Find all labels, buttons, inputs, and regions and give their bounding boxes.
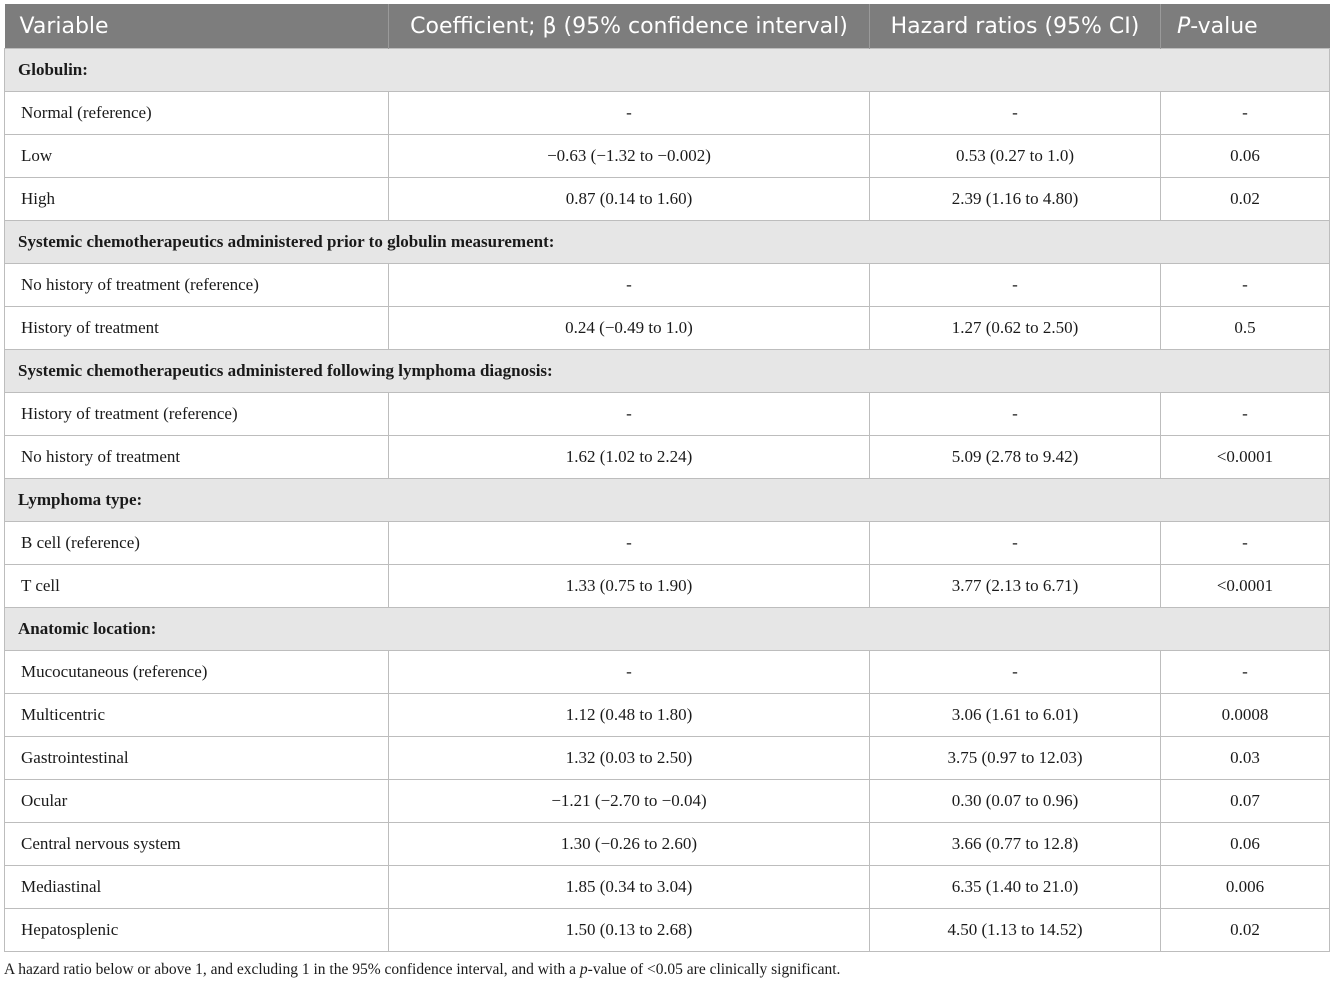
cell-variable: Mucocutaneous (reference) bbox=[5, 651, 389, 694]
cell-p-value: - bbox=[1161, 651, 1330, 694]
cell-hazard-ratio: 5.09 (2.78 to 9.42) bbox=[870, 436, 1161, 479]
cell-hazard-ratio: 1.27 (0.62 to 2.50) bbox=[870, 307, 1161, 350]
cell-hazard-ratio: 3.77 (2.13 to 6.71) bbox=[870, 565, 1161, 608]
section-title: Anatomic location: bbox=[5, 608, 1330, 651]
cell-coefficient: - bbox=[389, 92, 870, 135]
section-row bbox=[5, 350, 1330, 393]
cell-hazard-ratio: - bbox=[870, 92, 1161, 135]
cell-hazard-ratio: - bbox=[870, 651, 1161, 694]
cell-p-value: - bbox=[1161, 264, 1330, 307]
cell-variable: History of treatment bbox=[5, 307, 389, 350]
cell-p-value: 0.006 bbox=[1161, 866, 1330, 909]
table-row bbox=[5, 92, 1330, 135]
cell-coefficient: 1.33 (0.75 to 1.90) bbox=[389, 565, 870, 608]
table-row bbox=[5, 307, 1330, 350]
cell-coefficient: 1.30 (−0.26 to 2.60) bbox=[389, 823, 870, 866]
cell-hazard-ratio: 0.30 (0.07 to 0.96) bbox=[870, 780, 1161, 823]
table-row bbox=[5, 264, 1330, 307]
cell-p-value: - bbox=[1161, 522, 1330, 565]
header-variable: Variable bbox=[5, 4, 389, 49]
cell-hazard-ratio: 3.75 (0.97 to 12.03) bbox=[870, 737, 1161, 780]
cell-coefficient: - bbox=[389, 651, 870, 694]
cell-p-value: - bbox=[1161, 92, 1330, 135]
cell-hazard-ratio: 6.35 (1.40 to 21.0) bbox=[870, 866, 1161, 909]
cell-p-value: 0.03 bbox=[1161, 737, 1330, 780]
footnote-text-italic: p bbox=[579, 961, 588, 978]
cell-coefficient: −0.63 (−1.32 to −0.002) bbox=[389, 135, 870, 178]
table-row bbox=[5, 522, 1330, 565]
footnote-text-before: A hazard ratio below or above 1, and excluding 1 in the 95% confidence interval, and with a bbox=[4, 961, 580, 978]
cell-variable: Hepatosplenic bbox=[5, 909, 389, 952]
cell-coefficient: 1.32 (0.03 to 2.50) bbox=[389, 737, 870, 780]
cell-coefficient: - bbox=[389, 393, 870, 436]
cell-hazard-ratio: - bbox=[870, 522, 1161, 565]
table-row bbox=[5, 436, 1330, 479]
cell-hazard-ratio: - bbox=[870, 264, 1161, 307]
cell-p-value: 0.02 bbox=[1161, 178, 1330, 221]
cell-p-value: 0.02 bbox=[1161, 909, 1330, 952]
cell-coefficient: - bbox=[389, 264, 870, 307]
header-row bbox=[5, 4, 1330, 49]
cell-variable: T cell bbox=[5, 565, 389, 608]
header-coefficient: Coefficient; β (95% confidence interval) bbox=[389, 4, 870, 49]
table-row bbox=[5, 866, 1330, 909]
table-row bbox=[5, 823, 1330, 866]
cell-coefficient: 1.50 (0.13 to 2.68) bbox=[389, 909, 870, 952]
cell-variable: Gastrointestinal bbox=[5, 737, 389, 780]
cell-hazard-ratio: 3.06 (1.61 to 6.01) bbox=[870, 694, 1161, 737]
cell-p-value: 0.06 bbox=[1161, 823, 1330, 866]
section-row bbox=[5, 608, 1330, 651]
section-row bbox=[5, 49, 1330, 92]
cell-p-value: <0.0001 bbox=[1161, 565, 1330, 608]
header-p-value-rest: -value bbox=[1190, 13, 1258, 39]
table-row bbox=[5, 780, 1330, 823]
cell-p-value: 0.5 bbox=[1161, 307, 1330, 350]
table-row bbox=[5, 651, 1330, 694]
section-title: Systemic chemotherapeutics administered following lymphoma diagnosis: bbox=[5, 350, 1330, 393]
cell-variable: No history of treatment bbox=[5, 436, 389, 479]
results-table bbox=[4, 4, 1330, 952]
cell-p-value: <0.0001 bbox=[1161, 436, 1330, 479]
cell-variable: High bbox=[5, 178, 389, 221]
cell-coefficient: 1.62 (1.02 to 2.24) bbox=[389, 436, 870, 479]
cell-p-value: - bbox=[1161, 393, 1330, 436]
table-row bbox=[5, 565, 1330, 608]
cell-variable: Normal (reference) bbox=[5, 92, 389, 135]
table-row bbox=[5, 909, 1330, 952]
cell-hazard-ratio: 0.53 (0.27 to 1.0) bbox=[870, 135, 1161, 178]
cell-coefficient: −1.21 (−2.70 to −0.04) bbox=[389, 780, 870, 823]
header-p-value-italic: P bbox=[1177, 13, 1191, 39]
table-row bbox=[5, 694, 1330, 737]
cell-hazard-ratio: - bbox=[870, 393, 1161, 436]
cell-hazard-ratio: 4.50 (1.13 to 14.52) bbox=[870, 909, 1161, 952]
cell-hazard-ratio: 2.39 (1.16 to 4.80) bbox=[870, 178, 1161, 221]
header-p-value bbox=[1161, 4, 1330, 49]
cell-variable: Low bbox=[5, 135, 389, 178]
cell-variable: Mediastinal bbox=[5, 866, 389, 909]
cell-p-value: 0.06 bbox=[1161, 135, 1330, 178]
header-hazard-ratio: Hazard ratios (95% CI) bbox=[870, 4, 1161, 49]
table-row bbox=[5, 393, 1330, 436]
table-row bbox=[5, 135, 1330, 178]
section-row bbox=[5, 221, 1330, 264]
cell-coefficient: 1.85 (0.34 to 3.04) bbox=[389, 866, 870, 909]
cell-coefficient: 1.12 (0.48 to 1.80) bbox=[389, 694, 870, 737]
cell-variable: No history of treatment (reference) bbox=[5, 264, 389, 307]
section-row bbox=[5, 479, 1330, 522]
cell-coefficient: 0.87 (0.14 to 1.60) bbox=[389, 178, 870, 221]
cell-variable: Central nervous system bbox=[5, 823, 389, 866]
table-footnote bbox=[4, 961, 840, 979]
cell-hazard-ratio: 3.66 (0.77 to 12.8) bbox=[870, 823, 1161, 866]
cell-coefficient: 0.24 (−0.49 to 1.0) bbox=[389, 307, 870, 350]
table-body bbox=[5, 49, 1330, 952]
table-header bbox=[5, 4, 1330, 49]
table-row bbox=[5, 737, 1330, 780]
cell-coefficient: - bbox=[389, 522, 870, 565]
cell-variable: History of treatment (reference) bbox=[5, 393, 389, 436]
table-row bbox=[5, 178, 1330, 221]
cell-variable: Multicentric bbox=[5, 694, 389, 737]
cell-variable: B cell (reference) bbox=[5, 522, 389, 565]
cell-p-value: 0.0008 bbox=[1161, 694, 1330, 737]
section-title: Lymphoma type: bbox=[5, 479, 1330, 522]
section-title: Globulin: bbox=[5, 49, 1330, 92]
footnote-text-after: -value of <0.05 are clinically significant. bbox=[587, 961, 841, 978]
cell-variable: Ocular bbox=[5, 780, 389, 823]
section-title: Systemic chemotherapeutics administered prior to globulin measurement: bbox=[5, 221, 1330, 264]
cell-p-value: 0.07 bbox=[1161, 780, 1330, 823]
